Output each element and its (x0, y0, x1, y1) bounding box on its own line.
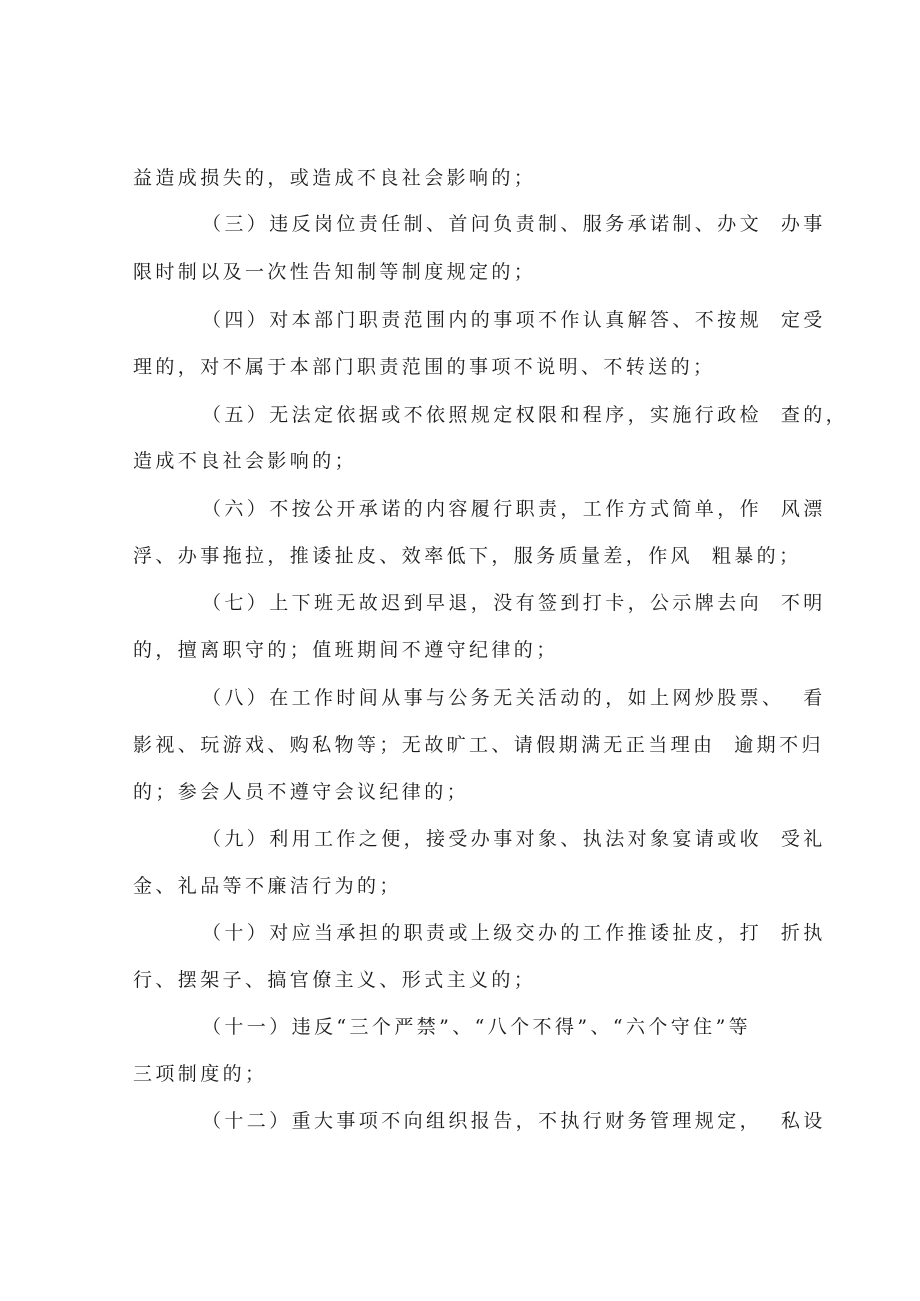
text-line: （九）利用工作之便，接受办事对象、执法对象宴请或收 受礼 (202, 828, 826, 850)
text-line: （八）在工作时间从事与公务无关活动的，如上网炒股票、 看 (202, 687, 826, 709)
text-line: 理的，对不属于本部门职责范围的事项不说明、不转送的； (133, 356, 716, 378)
text-line: 行、摆架子、搞官僚主义、形式主义的； (133, 969, 537, 991)
text-line: （六）不按公开承诺的内容履行职责，工作方式简单，作 风漂 (202, 498, 826, 520)
text-line: 的；参会人员不遵守会议纪律的； (133, 781, 470, 803)
text-line: （四）对本部门职责范围内的事项不作认真解答、不按规 定受 (202, 309, 826, 331)
text-line: 浮、办事拖拉，推诿扯皮、效率低下，服务质量差，作风 粗暴的； (133, 545, 802, 567)
text-line: （十二）重大事项不向组织报告，不执行财务管理规定， 私设 (202, 1110, 826, 1132)
text-line: （五）无法定依据或不依照规定权限和程序，实施行政检 查的， (202, 404, 849, 426)
text-line: （三）违反岗位责任制、首问负责制、服务承诺制、办文 办事 (202, 213, 826, 235)
text-line: （七）上下班无故迟到早退，没有签到打卡，公示牌去向 不明 (202, 592, 826, 614)
text-line: 三项制度的； (133, 1063, 268, 1085)
text-line: 益造成损失的，或造成不良社会影响的； (133, 167, 537, 189)
text-line: 的，擅离职守的；值班期间不遵守纪律的； (133, 639, 559, 661)
text-line: 金、礼品等不廉洁行为的； (133, 875, 402, 897)
text-line: （十）对应当承担的职责或上级交办的工作推诿扯皮，打 折执 (202, 922, 826, 944)
text-line: （十一）违反“三个严禁”、“八个不得”、“六个守住”等 (202, 1016, 752, 1038)
text-line: 限时制以及一次性告知制等制度规定的； (133, 261, 537, 283)
text-line: 影视、玩游戏、购私物等；无故旷工、请假期满无正当理由 逾期不归 (133, 734, 824, 756)
text-line: 造成不良社会影响的； (133, 450, 358, 472)
